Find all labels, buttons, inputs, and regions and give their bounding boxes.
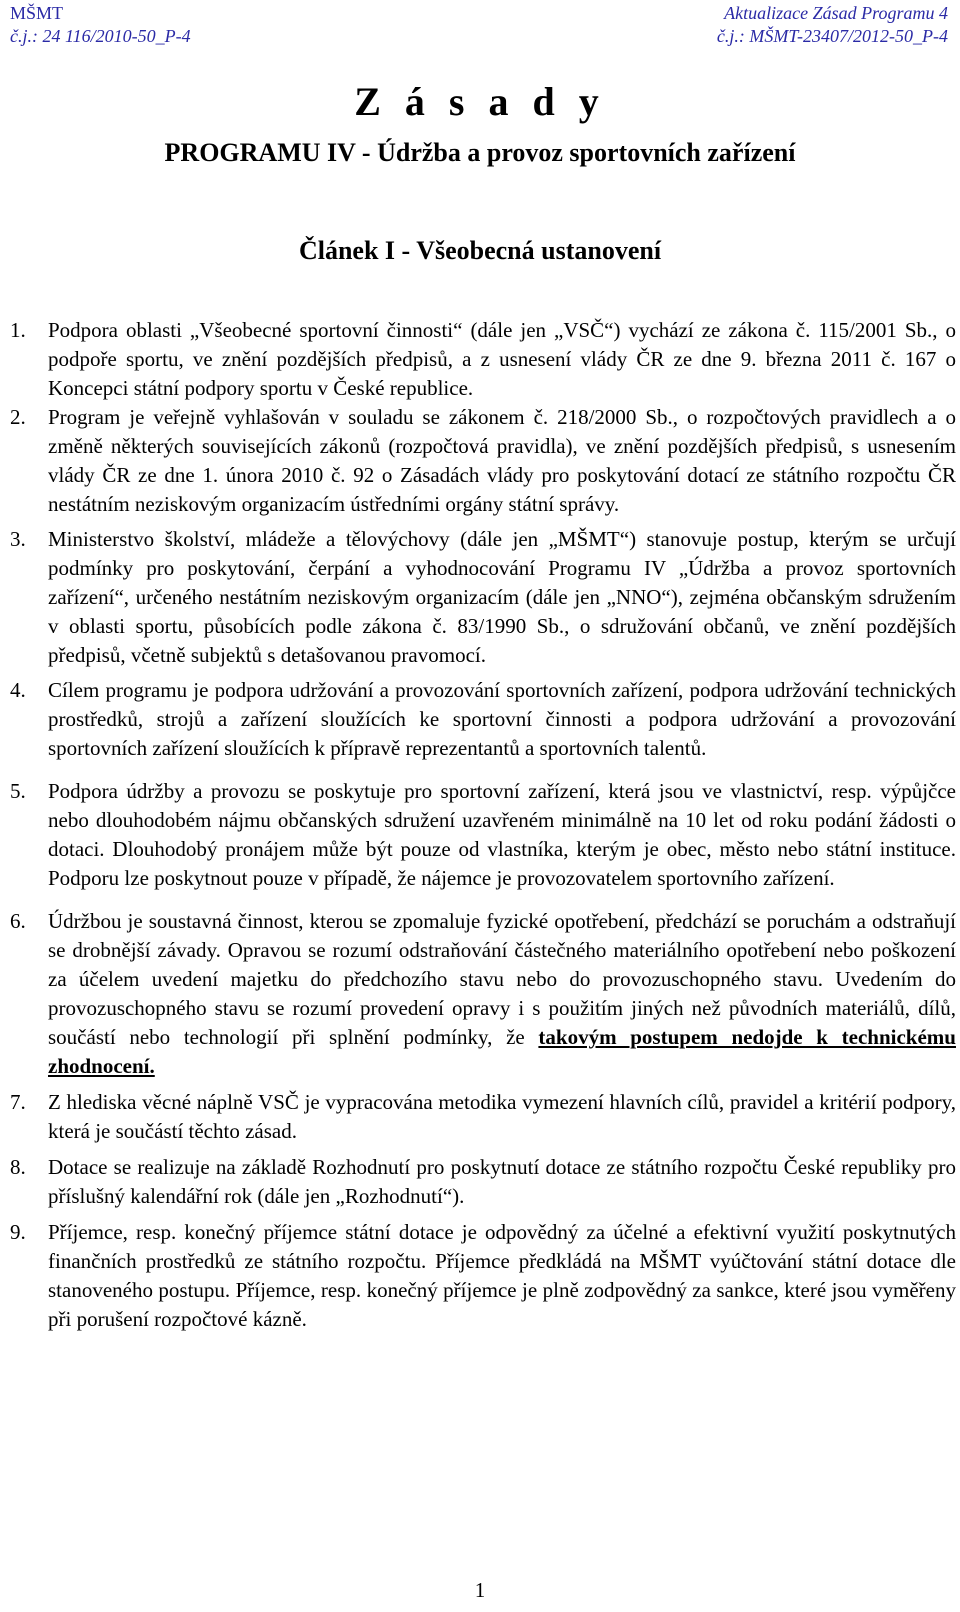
item-text: Podpora údržby a provozu se poskytuje pro sportovní zařízení, která jsou ve vlastnictví, resp. výpůjčce nebo dlouhodobém nájmu občanských sdružení uzavřeném minimálně na 10 let od roku podání žádosti o dotaci. Dlouhodobý pronájem může být pouze od vlastníka, kterým je obec, město nebo státní instituce. Podporu lze poskytnout pouze v případě, že nájemce je provozovatelem sportovního zařízení. [48, 779, 956, 890]
item-number: 3. [10, 527, 26, 551]
item-text: Z hlediska věcné náplně VSČ je vypracována metodika vymezení hlavních cílů, pravidel a kritérií podpory, která je součástí těchto zásad. [48, 1090, 956, 1143]
list-item-6 [10, 907, 956, 1081]
list-item-8 [10, 1153, 956, 1211]
item-text: Ministerstvo školství, mládeže a tělovýchovy (dále jen „MŠMT“) stanovuje postup, kterým se určují podmínky pro poskytování, čerpání a vyhodnocování Programu IV „Údržba a provoz sportovních zařízení“, určeného nestátním neziskovým organizacím (dále jen „NNO“), zejména občanským sdružením v oblasti sportu, působících podle zákona č. 83/1990 Sb., o sdružování občanů, ve znění pozdějších předpisů, včetně subjektů s detašovanou pravomocí. [48, 527, 956, 667]
list-item-3 [10, 525, 956, 670]
item-text: Údržbou je soustavná činnost, kterou se zpomaluje fyzické opotřebení, předchází se poruchám a odstraňují se drobnější závady. Opravou se rozumí odstraňování částečného materiálního opotřebení nebo poškození za účelem uvedení majetku do předchozího stavu nebo do provozuschopného stavu. Uvedením do provozuschopného stavu se rozumí provedení opravy i s použitím jiných než původních materiálů, dílů, součástí nebo technologií při splnění podmínky, že [48, 909, 956, 1049]
item-number: 2. [10, 405, 26, 429]
header-document-title: Aktualizace Zásad Programu 4 [724, 3, 948, 23]
program-subtitle: PROGRAMU IV - Údržba a provoz sportovních zařízení [164, 138, 796, 167]
item-number: 4. [10, 678, 26, 702]
header-update-reference: č.j.: MŠMT-23407/2012-50_P-4 [716, 26, 948, 46]
provisions-list [10, 316, 956, 1334]
page-number: 1 [474, 1578, 486, 1602]
item-emphasis: takovým postupem nedojde k technickému zhodnocení. [48, 1025, 956, 1078]
item-text: Program je veřejně vyhlašován v souladu se zákonem č. 218/2000 Sb., o rozpočtových pravidlech a o změně některých souvisejících zákonů (rozpočtová pravidla), ve znění pozdějších předpisů, s usnesením vlády ČR ze dne 1. února 2010 č. 92 o Zásadách vlády pro poskytování dotací ze státního rozpočtu ČR nestátním neziskovým organizacím ústředními orgány státní správy. [48, 405, 956, 516]
item-number: 6. [10, 909, 26, 933]
header-left [10, 2, 191, 48]
list-item-7 [10, 1088, 956, 1146]
item-number: 1. [10, 318, 26, 342]
item-number: 9. [10, 1220, 26, 1244]
header-reference-number: č.j.: 24 116/2010-50_P-4 [10, 26, 191, 46]
list-item-4 [10, 676, 956, 763]
item-number: 7. [10, 1090, 26, 1114]
list-item-5 [10, 777, 956, 893]
list-item-9 [10, 1218, 956, 1334]
item-text: Podpora oblasti „Všeobecné sportovní činnosti“ (dále jen „VSČ“) vychází ze zákona č. 115/2001 Sb., o podpoře sportu, ve znění pozdějších předpisů, a z usnesení vlády ČR ze dne 9. března 2011 č. 167 o Koncepci státní podpory sportu v České republice. [48, 318, 956, 400]
document-title: Z á s a d y [354, 79, 606, 124]
item-text-wrapper [48, 907, 956, 1081]
page-header [0, 2, 960, 46]
item-text: Příjemce, resp. konečný příjemce státní dotace je odpovědný za účelné a efektivní využití poskytnutých finančních prostředků ze státního rozpočtu. Příjemce předkládá na MŠMT vyúčtování státní dotace dle stanoveného postupu. Příjemce, resp. konečný příjemce je plně zodpovědný za sankce, které jsou vyměřeny při porušení rozpočtové kázně. [48, 1220, 956, 1331]
header-ministry: MŠMT [10, 3, 64, 23]
item-number: 8. [10, 1155, 26, 1179]
list-item-2 [10, 403, 956, 519]
header-right [717, 2, 948, 48]
item-number: 5. [10, 779, 26, 803]
item-text: Dotace se realizuje na základě Rozhodnutí pro poskytnutí dotace ze státního rozpočtu České republiky pro příslušný kalendářní rok (dále jen „Rozhodnutí“). [48, 1155, 956, 1208]
item-text: Cílem programu je podpora udržování a provozování sportovních zařízení, podpora udržování technických prostředků, strojů a zařízení sloužících ke sportovní činnosti a podpora udržování a provozování sportovních zařízení sloužících k přípravě reprezentantů a sportovních talentů. [48, 678, 956, 760]
article-heading: Článek I - Všeobecná ustanovení [298, 236, 662, 265]
list-item-1 [10, 316, 956, 403]
